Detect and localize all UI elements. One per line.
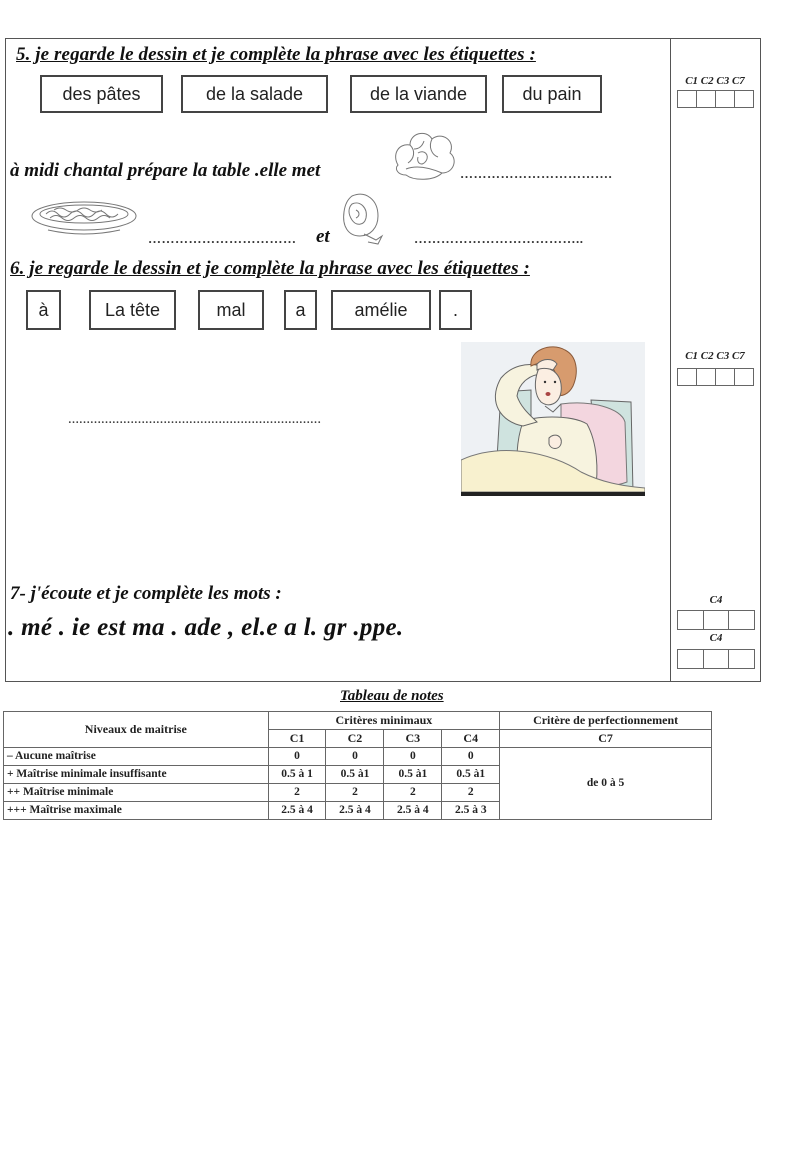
criteria-box-c4[interactable] (704, 650, 730, 668)
criteria-box-c3[interactable] (716, 91, 735, 107)
level-label: +++ Maîtrise maximale (4, 802, 269, 820)
cell-c3: 0.5 à1 (384, 766, 442, 784)
criteria-box-c4[interactable] (678, 611, 704, 629)
label-amelie[interactable]: amélie (331, 290, 431, 330)
cell-c4: 0 (442, 748, 500, 766)
meat-icon (338, 190, 386, 248)
exercise5-blank-3[interactable]: ……………………………….. (414, 231, 584, 246)
exercise7-heading: 7- j'écoute et je complète les mots : (10, 583, 282, 604)
cell-c3: 2 (384, 784, 442, 802)
header-c2: C2 (326, 730, 384, 748)
table-row (4, 748, 712, 766)
cell-c3: 0 (384, 748, 442, 766)
exercise5-blank-1[interactable]: ……………………………. (460, 166, 613, 181)
exercise6-answer-line[interactable]: …………………………………………………………… (68, 414, 321, 426)
grade-table (3, 711, 712, 820)
header-minimal-criteria: Critères minimaux (268, 712, 500, 730)
label-mal[interactable]: mal (198, 290, 264, 330)
cell-c4: 0.5 à1 (442, 766, 500, 784)
cell-c3: 2.5 à 4 (384, 802, 442, 820)
criteria-column-divider (670, 39, 671, 681)
label-la-tete[interactable]: La tête (89, 290, 176, 330)
exercise6-criteria-label: C1 C2 C3 C7 (685, 350, 745, 362)
exercise6-criteria-boxes (677, 368, 754, 386)
header-c4: C4 (442, 730, 500, 748)
label-a[interactable]: a (284, 290, 317, 330)
exercise7-criteria-boxes-2 (677, 649, 755, 669)
pasta-plate-icon (28, 198, 140, 238)
cell-c7: de 0 à 5 (500, 748, 712, 820)
header-c3: C3 (384, 730, 442, 748)
criteria-box-c1[interactable] (678, 91, 697, 107)
exercise7-line[interactable]: . mé . ie est ma . ade , el.e a l. gr .ppe. (8, 614, 404, 641)
label-de-la-salade[interactable]: de la salade (181, 75, 328, 113)
exercise5-criteria-label: C1 C2 C3 C7 (685, 75, 745, 87)
header-c7: C7 (500, 730, 712, 748)
label-des-pates[interactable]: des pâtes (40, 75, 163, 113)
exercise5-criteria-boxes (677, 90, 754, 108)
cell-c1: 2.5 à 4 (268, 802, 326, 820)
cell-c2: 2.5 à 4 (326, 802, 384, 820)
exercise7-criteria-label-1: C4 (709, 594, 723, 606)
level-label: – Aucune maîtrise (4, 748, 269, 766)
exercise6-heading: 6. je regarde le dessin et je complète la phrase avec les étiquettes : (10, 258, 530, 279)
label-period[interactable]: . (439, 290, 472, 330)
cell-c2: 0.5 à1 (326, 766, 384, 784)
exercise5-blank-2[interactable]: …………………………… (148, 231, 297, 246)
criteria-box-c4[interactable] (704, 611, 730, 629)
level-label: ++ Maîtrise minimale (4, 784, 269, 802)
criteria-box-c2[interactable] (697, 369, 716, 385)
exercise5-sentence: à midi chantal prépare la table .elle met (10, 160, 321, 181)
cell-c1: 2 (268, 784, 326, 802)
sick-girl-icon (461, 342, 645, 496)
exercise7-criteria-boxes-1 (677, 610, 755, 630)
exercise7-criteria-label-2: C4 (709, 632, 723, 644)
cell-c4: 2 (442, 784, 500, 802)
criteria-box-c4[interactable] (729, 611, 754, 629)
label-a-accent[interactable]: à (26, 290, 61, 330)
grade-table-title: Tableau de notes (340, 688, 444, 704)
cell-c1: 0 (268, 748, 326, 766)
header-levels: Niveaux de maitrise (4, 712, 269, 748)
criteria-box-c1[interactable] (678, 369, 697, 385)
cell-c2: 2 (326, 784, 384, 802)
criteria-box-c3[interactable] (716, 369, 735, 385)
header-c1: C1 (268, 730, 326, 748)
criteria-box-c4[interactable] (729, 650, 754, 668)
exercise5-connector-et: et (316, 226, 330, 247)
label-du-pain[interactable]: du pain (502, 75, 602, 113)
criteria-box-c7[interactable] (735, 91, 753, 107)
exercise5-heading: 5. je regarde le dessin et je complète la phrase avec les étiquettes : (16, 44, 536, 65)
criteria-box-c4[interactable] (678, 650, 704, 668)
criteria-box-c7[interactable] (735, 369, 753, 385)
label-de-la-viande[interactable]: de la viande (350, 75, 487, 113)
header-perfection-criterion: Critère de perfectionnement (500, 712, 712, 730)
cell-c4: 2.5 à 3 (442, 802, 500, 820)
cell-c2: 0 (326, 748, 384, 766)
criteria-box-c2[interactable] (697, 91, 716, 107)
level-label: + Maîtrise minimale insuffisante (4, 766, 269, 784)
salad-icon (388, 125, 460, 183)
cell-c1: 0.5 à 1 (268, 766, 326, 784)
